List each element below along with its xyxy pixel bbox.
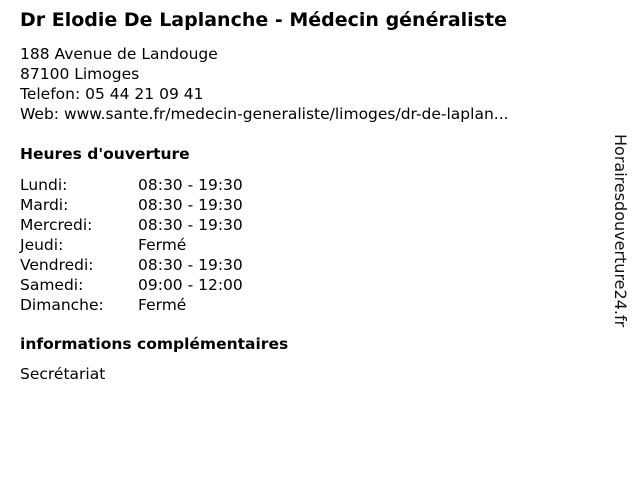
time-value: 09:00 - 12:00 (138, 276, 243, 294)
additional-info-text: Secrétariat (20, 365, 106, 383)
time-value: 08:30 - 19:30 (138, 216, 243, 234)
day-label: Vendredi: (20, 256, 94, 274)
day-label: Dimanche: (20, 296, 104, 314)
page-title: Dr Elodie De Laplanche - Médecin généraliste (20, 9, 507, 31)
street-address: 188 Avenue de Landouge (20, 45, 218, 63)
day-label: Mercredi: (20, 216, 93, 234)
site-watermark: Horairesdouverture24.fr (611, 134, 630, 328)
day-label: Lundi: (20, 176, 68, 194)
phone-number: Telefon: 05 44 21 09 41 (20, 85, 204, 103)
time-value: Fermé (138, 296, 187, 314)
additional-info-heading: informations complémentaires (20, 335, 289, 353)
city: 87100 Limoges (20, 65, 140, 83)
day-label: Samedi: (20, 276, 84, 294)
time-value: 08:30 - 19:30 (138, 176, 243, 194)
contact-info (20, 44, 509, 124)
day-label: Jeudi: (20, 236, 64, 254)
time-value: 08:30 - 19:30 (138, 196, 243, 214)
day-label: Mardi: (20, 196, 69, 214)
time-value: 08:30 - 19:30 (138, 256, 243, 274)
opening-hours-heading: Heures d'ouverture (20, 145, 190, 163)
website-link[interactable]: Web: www.sante.fr/medecin-generaliste/limoges/dr-de-laplan... (20, 105, 509, 123)
time-value: Fermé (138, 236, 187, 254)
